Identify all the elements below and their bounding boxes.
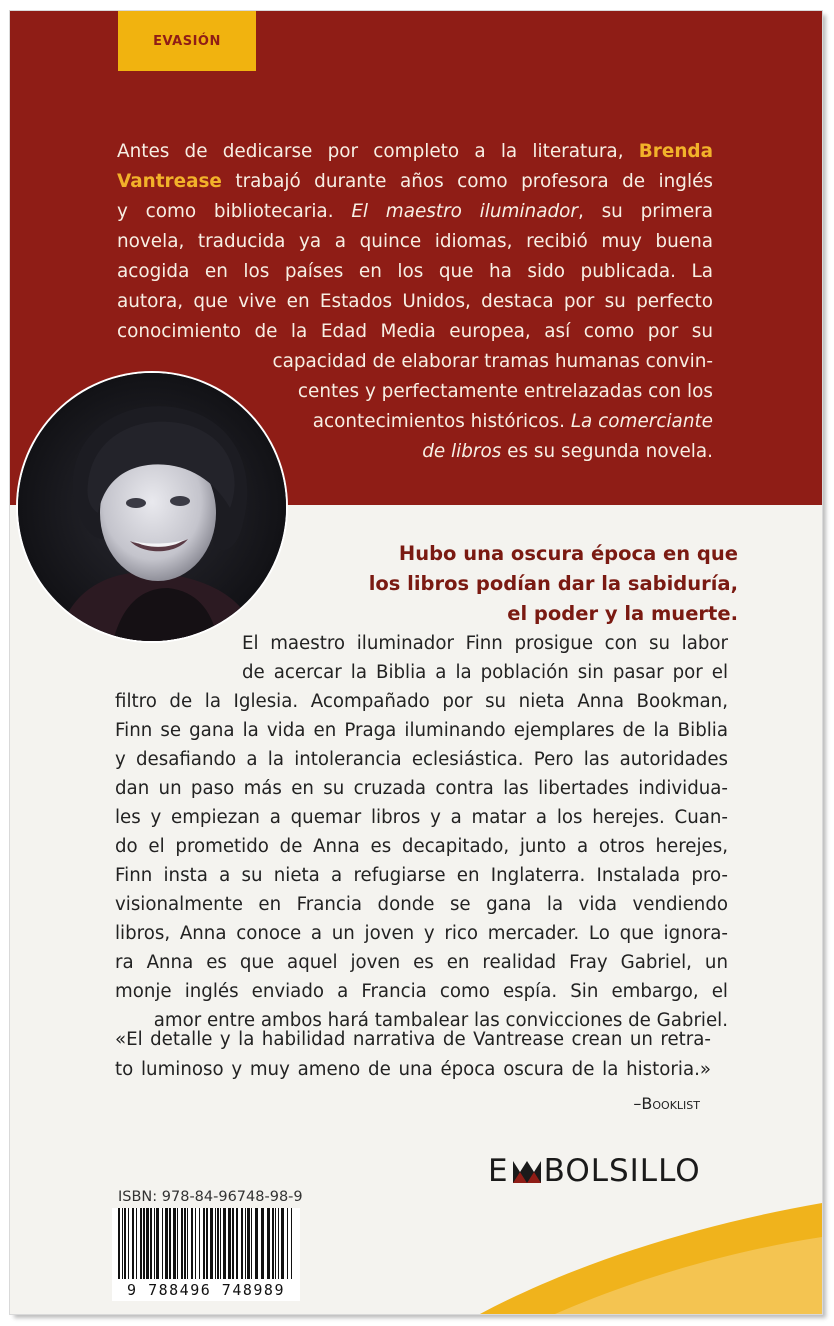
barcode-bar bbox=[169, 1208, 171, 1284]
barcode-bar bbox=[162, 1208, 163, 1284]
barcode-bar bbox=[281, 1208, 284, 1284]
book-back-cover bbox=[10, 11, 822, 1314]
barcode-bar bbox=[150, 1208, 152, 1284]
barcode-bar bbox=[173, 1208, 176, 1284]
bio-text-segment: autora, que vive en Estados Unidos, destaca por su perfecto bbox=[117, 291, 713, 312]
bio-text-segment: acontecimientos históricos. bbox=[312, 411, 571, 432]
barcode-bar bbox=[118, 1208, 120, 1284]
barcode-bar bbox=[199, 1208, 200, 1284]
barcode-bar bbox=[241, 1208, 243, 1284]
barcode-bar bbox=[187, 1208, 188, 1284]
barcode-bar bbox=[122, 1208, 123, 1284]
synopsis-line: Finn se gana la vida en Praga iluminando ejemplares de la Biblia bbox=[115, 720, 728, 741]
synopsis-line: ra Anna es que aquel joven es en realidad Fray Gabriel, un bbox=[115, 952, 728, 973]
barcode-bar bbox=[140, 1208, 142, 1284]
barcode-bar bbox=[247, 1208, 250, 1284]
synopsis-lead-line: el poder y la muerte. bbox=[507, 602, 738, 625]
synopsis-line: do el prometido de Anna es decapitado, junto a otros herejes, bbox=[115, 836, 728, 857]
barcode-bar bbox=[245, 1208, 246, 1284]
barcode-bar bbox=[154, 1208, 155, 1284]
barcode-bar bbox=[132, 1208, 134, 1284]
barcode-bar bbox=[124, 1208, 126, 1284]
barcode-bar bbox=[220, 1208, 221, 1284]
bio-text-segment: Antes de dedicarse por completo a la literatura, bbox=[117, 141, 639, 162]
barcode-bar bbox=[146, 1208, 149, 1284]
barcode-bar bbox=[195, 1208, 196, 1284]
synopsis-line: visionalmente en Francia donde se gana la vida vendiendo bbox=[115, 894, 728, 915]
barcode-bar bbox=[236, 1208, 238, 1284]
bio-text-segment: y como bibliotecaria. bbox=[117, 201, 352, 222]
publisher-logo bbox=[488, 1149, 701, 1193]
synopsis-line: monje inglés enviado a Francia como espía. Sin embargo, el bbox=[115, 981, 728, 1002]
barcode-bar bbox=[287, 1208, 288, 1284]
collection-label: EVASIÓN bbox=[153, 33, 221, 49]
bio-text-segment: Vantrease bbox=[117, 171, 222, 192]
synopsis-line: El maestro iluminador Finn prosigue con su labor bbox=[242, 633, 728, 654]
barcode-digits: 9 788496 748989 bbox=[112, 1279, 300, 1301]
synopsis-line: filtro de la Iglesia. Acompañado por su nieta Anna Bookman, bbox=[115, 691, 728, 712]
bio-text-segment: , su primera bbox=[577, 201, 713, 222]
barcode-bar bbox=[181, 1208, 183, 1284]
publisher-logo-text-left: E bbox=[488, 1153, 509, 1189]
barcode-bar bbox=[278, 1208, 279, 1284]
synopsis-line: dan un paso más en su cruzada contra las libertades individua- bbox=[115, 778, 728, 799]
barcode-bar bbox=[165, 1208, 168, 1284]
bio-text-segment: de libros bbox=[422, 441, 502, 462]
bio-text-segment: acogida en los países en los que ha sido publicada. La bbox=[117, 261, 713, 282]
barcode-bar bbox=[267, 1208, 270, 1284]
synopsis-line: les y empiezan a quemar libros y a matar a los herejes. Cuan- bbox=[115, 807, 728, 828]
barcode-bar bbox=[215, 1208, 216, 1284]
quote-line: to luminoso y muy ameno de una época oscura de la historia.» bbox=[115, 1059, 711, 1080]
synopsis-lead-line: Hubo una oscura época en que bbox=[398, 542, 738, 565]
barcode-bar bbox=[184, 1208, 186, 1284]
barcode-bar bbox=[203, 1208, 205, 1284]
bio-text-segment: trabajó durante años como profesora de inglés bbox=[221, 171, 713, 192]
bio-text-segment: conocimiento de la Edad Media europea, así como por su bbox=[117, 321, 713, 342]
barcode-bar bbox=[291, 1208, 292, 1284]
quote-line: «El detalle y la habilidad narrativa de Vantrease crean un retra- bbox=[115, 1029, 711, 1050]
barcode-bar bbox=[128, 1208, 129, 1284]
bio-text-segment: La comerciante bbox=[570, 411, 713, 432]
barcode-bar bbox=[217, 1208, 219, 1284]
bio-text-segment: capacidad de elaborar tramas humanas convin- bbox=[272, 351, 713, 372]
barcode-bar bbox=[136, 1208, 137, 1284]
barcode-bar bbox=[177, 1208, 178, 1284]
synopsis-lead-line: los libros podían dar la sabiduría, bbox=[368, 572, 738, 595]
barcode-bar bbox=[255, 1208, 258, 1284]
barcode-bar bbox=[210, 1208, 213, 1284]
barcode-bar bbox=[191, 1208, 193, 1284]
bio-text-segment: novela, traducida ya a quince idiomas, recibió muy buena bbox=[117, 231, 713, 252]
barcode-bar bbox=[261, 1208, 264, 1284]
bio-text-segment: El maestro iluminador bbox=[351, 201, 578, 222]
barcode-bar bbox=[143, 1208, 145, 1284]
publisher-logo-text-right: BOLSILLO bbox=[543, 1153, 701, 1189]
isbn-label: ISBN: 978-84-96748-98-9 bbox=[118, 1189, 303, 1205]
bio-text-segment: centes y perfectamente entrelazadas con los bbox=[297, 381, 713, 402]
publisher-logo-mark-icon bbox=[512, 1159, 542, 1183]
barcode-bar bbox=[206, 1208, 208, 1284]
barcode-bar bbox=[275, 1208, 276, 1284]
decorative-swoosh bbox=[10, 11, 822, 1314]
synopsis-line: de acercar la Biblia a la población sin pasar por el bbox=[242, 662, 728, 683]
synopsis-line: Finn insta a su nieta a refugiarse en Inglaterra. Instalada pro- bbox=[115, 865, 728, 886]
quote-source: –Booklist bbox=[633, 1094, 700, 1113]
synopsis-line: y desafiando a la intolerancia eclesiástica. Pero las autoridades bbox=[115, 749, 728, 770]
bio-text-segment: Brenda bbox=[638, 141, 713, 162]
bio-text-segment: es su segunda novela. bbox=[501, 441, 713, 462]
synopsis-line: libros, Anna conoce a un joven y rico mercader. Lo que ignora- bbox=[115, 923, 728, 944]
barcode-bar bbox=[228, 1208, 231, 1284]
barcode-bar bbox=[251, 1208, 252, 1284]
barcode-bar bbox=[272, 1208, 274, 1284]
barcode-bar bbox=[232, 1208, 234, 1284]
barcode-bar bbox=[223, 1208, 226, 1284]
synopsis-line: amor entre ambos hará tambalear las convicciones de Gabriel. bbox=[153, 1010, 728, 1031]
barcode-bar bbox=[156, 1208, 159, 1284]
